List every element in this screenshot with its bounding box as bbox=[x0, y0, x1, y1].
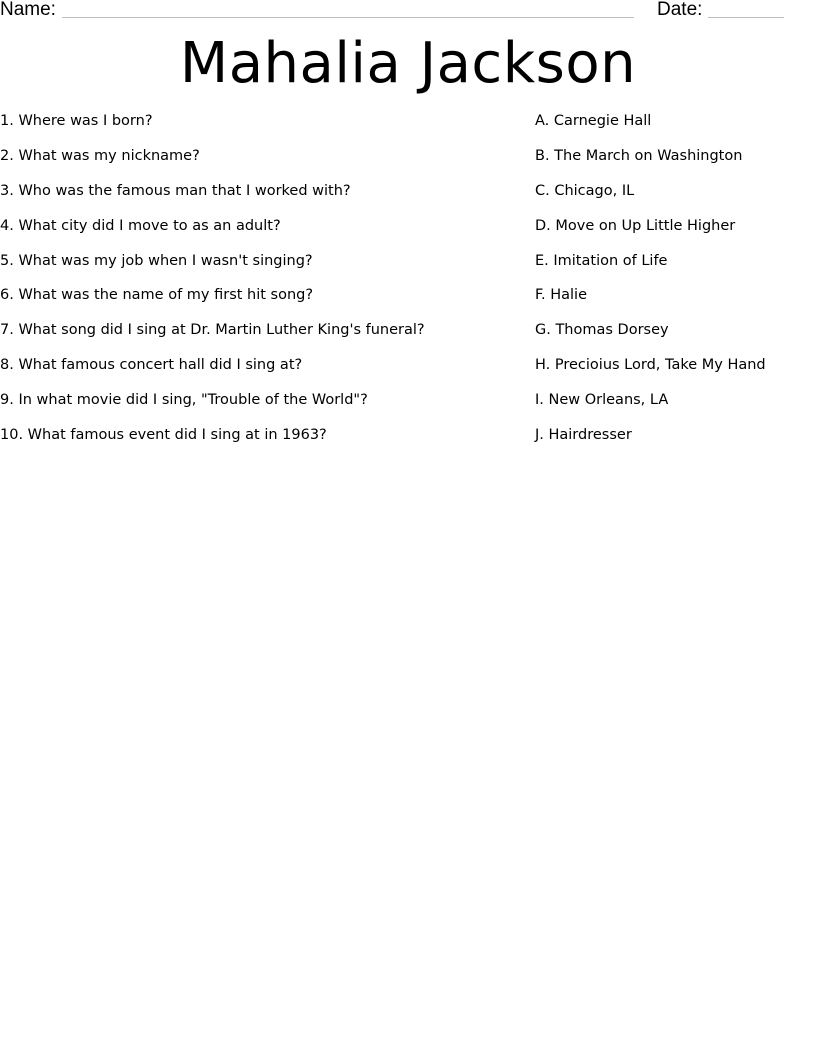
answers-list bbox=[535, 104, 815, 453]
answer-item: B. The March on Washington bbox=[535, 147, 743, 164]
answer-item: A. Carnegie Hall bbox=[535, 113, 652, 129]
name-field[interactable] bbox=[62, 17, 634, 18]
answer-item: G. Thomas Dorsey bbox=[535, 322, 669, 339]
answer-item: D. Move on Up Little Higher bbox=[535, 217, 736, 234]
page-title: Mahalia Jackson bbox=[179, 31, 637, 96]
answer-item: C. Chicago, IL bbox=[535, 182, 635, 199]
question-item: 1. Where was I born? bbox=[0, 113, 153, 129]
questions-list bbox=[0, 104, 520, 453]
question-item: 7. What song did I sing at Dr. Martin Luther King's funeral? bbox=[0, 322, 425, 339]
date-label: Date: bbox=[657, 0, 703, 20]
question-item: 4. What city did I move to as an adult? bbox=[0, 217, 281, 234]
name-label: Name: bbox=[0, 0, 56, 20]
question-item: 8. What famous concert hall did I sing at? bbox=[0, 357, 303, 374]
answer-item: I. New Orleans, LA bbox=[535, 392, 669, 409]
date-field[interactable] bbox=[708, 17, 784, 18]
answer-item: H. Precioius Lord, Take My Hand bbox=[535, 357, 766, 374]
answer-item: E. Imitation of Life bbox=[535, 252, 668, 269]
question-item: 9. In what movie did I sing, "Trouble of the World"? bbox=[0, 392, 368, 409]
worksheet-header bbox=[0, 0, 816, 22]
question-item: 10. What famous event did I sing at in 1963? bbox=[0, 427, 327, 444]
answer-item: J. Hairdresser bbox=[535, 427, 632, 444]
question-item: 2. What was my nickname? bbox=[0, 147, 200, 164]
question-item: 6. What was the name of my first hit song? bbox=[0, 287, 314, 304]
question-item: 3. Who was the famous man that I worked with? bbox=[0, 182, 351, 199]
question-item: 5. What was my job when I wasn't singing? bbox=[0, 252, 313, 269]
answer-item: F. Halie bbox=[535, 287, 587, 304]
